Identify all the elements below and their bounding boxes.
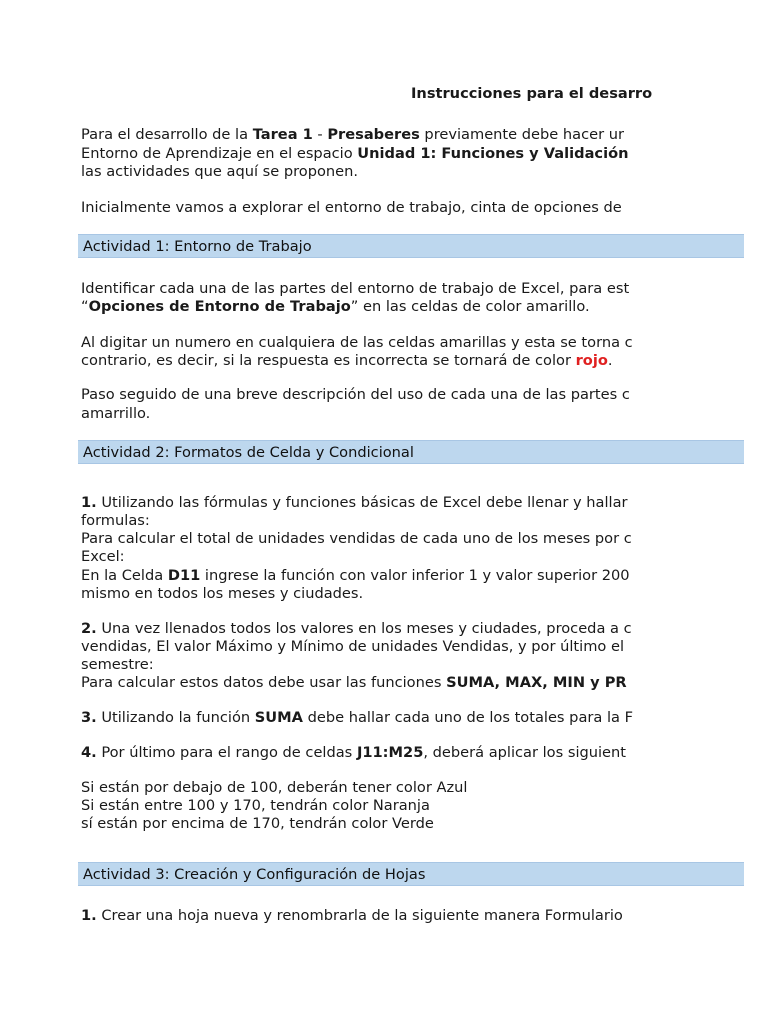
page-title: Instrucciones para el desarro [411, 85, 653, 102]
act3-item1-line-1: 1. Crear una hoja nueva y renombrarla de la siguiente manera Formulario [81, 907, 623, 924]
act2-item1-line-3: Para calcular el total de unidades vendidas de cada uno de los meses por c [81, 530, 632, 547]
condition-verde: sí están por encima de 170, tendrán color Verde [81, 815, 434, 832]
act1-p2-line-2: contrario, es decir, si la respuesta es incorrecta se tornará de color rojo. [81, 352, 613, 369]
act2-item1-line-1: 1. Utilizando las fórmulas y funciones básicas de Excel debe llenar y hallar [81, 494, 628, 511]
act2-item1-line-2: formulas: [81, 512, 150, 529]
unidad-label: Unidad 1: Funciones y Validación [357, 145, 629, 162]
presaberes-label: Presaberes [327, 126, 420, 143]
opciones-entorno-label: Opciones de Entorno de Trabajo [88, 298, 351, 315]
intro-line-2: Entorno de Aprendizaje en el espacio Unidad 1: Funciones y Validación [81, 145, 629, 162]
intro-line-4: Inicialmente vamos a explorar el entorno de trabajo, cinta de opciones de [81, 199, 622, 216]
intro-line-1: Para el desarrollo de la Tarea 1 - Presaberes previamente debe hacer ur [81, 126, 624, 143]
item-number: 2. [81, 620, 97, 637]
suma-label: SUMA [254, 709, 303, 726]
act2-item1-line-4: Excel: [81, 548, 125, 565]
act2-item2-line-4: Para calcular estos datos debe usar las funciones SUMA, MAX, MIN y PR [81, 674, 627, 691]
actividad3-header: Actividad 3: Creación y Configuración de Hojas [83, 866, 426, 883]
act2-item1-line-5: En la Celda D11 ingrese la función con valor inferior 1 y valor superior 200 [81, 567, 630, 584]
act2-item2-line-3: semestre: [81, 656, 154, 673]
act2-item2-line-2: vendidas, El valor Máximo y Mínimo de unidades Vendidas, y por último el [81, 638, 625, 655]
act2-item2-line-1: 2. Una vez llenados todos los valores en los meses y ciudades, proceda a c [81, 620, 632, 637]
item-number: 3. [81, 709, 97, 726]
item-number: 1. [81, 494, 97, 511]
act1-p3-line-1: Paso seguido de una breve descripción del uso de cada una de las partes c [81, 386, 630, 403]
range-label: J11:M25 [356, 744, 424, 761]
actividad1-header: Actividad 1: Entorno de Trabajo [83, 238, 312, 255]
act1-p2-line-1: Al digitar un numero en cualquiera de las celdas amarillas y esta se torna c [81, 334, 633, 351]
act2-item4-line-1: 4. Por último para el rango de celdas J11:M25, deberá aplicar los siguient [81, 744, 627, 761]
act1-p1-line-1: Identificar cada una de las partes del entorno de trabajo de Excel, para est [81, 280, 630, 297]
item-number: 1. [81, 907, 97, 924]
condition-azul: Si están por debajo de 100, deberán tener color Azul [81, 779, 468, 796]
act1-p3-line-2: amarrillo. [81, 405, 151, 422]
intro-line-3: las actividades que aquí se proponen. [81, 163, 359, 180]
actividad2-header: Actividad 2: Formatos de Celda y Condicional [83, 444, 414, 461]
condition-naranja: Si están entre 100 y 170, tendrán color Naranja [81, 797, 430, 814]
act2-item1-line-6: mismo en todos los meses y ciudades. [81, 585, 364, 602]
rojo-label: rojo [575, 352, 608, 369]
tarea-label: Tarea 1 [252, 126, 313, 143]
cell-ref-d11: D11 [167, 567, 201, 584]
act1-p1-line-2: “Opciones de Entorno de Trabajo” en las celdas de color amarillo. [81, 298, 590, 315]
functions-label: SUMA, MAX, MIN y PR [446, 674, 627, 691]
item-number: 4. [81, 744, 97, 761]
act2-item3-line-1: 3. Utilizando la función SUMA debe hallar cada uno de los totales para la F [81, 709, 633, 726]
